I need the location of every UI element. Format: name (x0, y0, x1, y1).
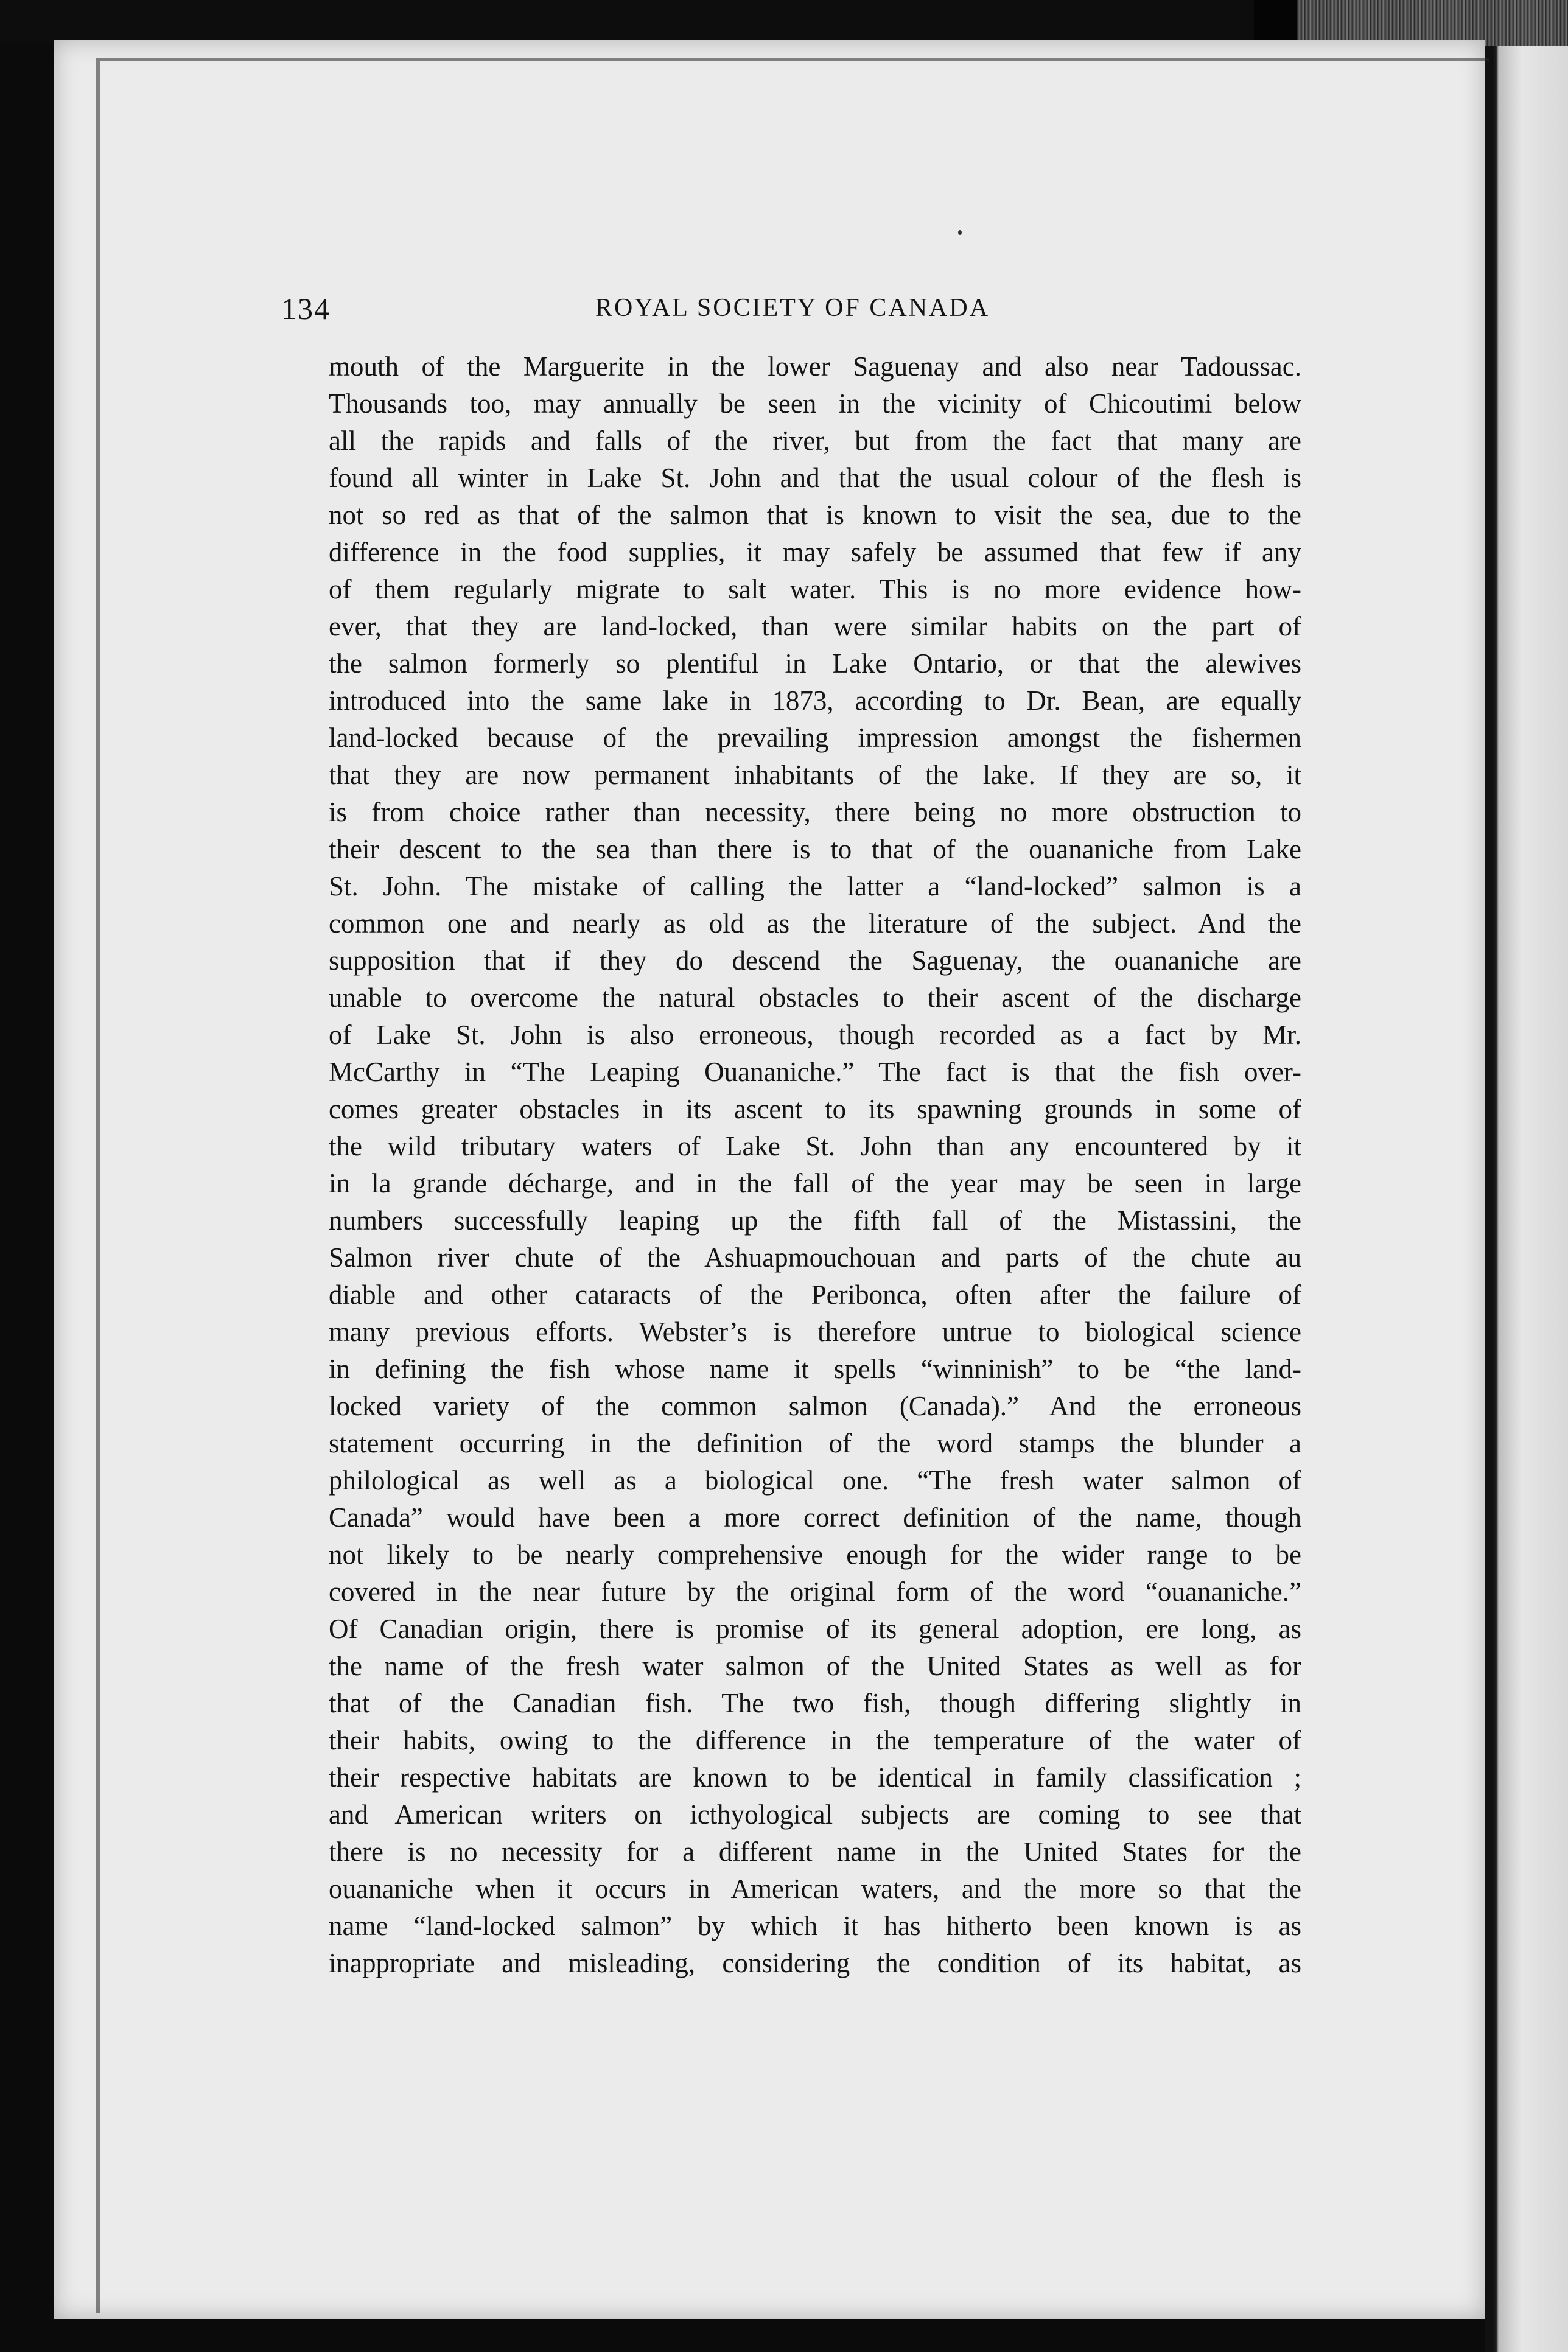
text-line: land-locked because of the prevailing impression amongst the fishermen (329, 723, 1301, 753)
text-line: difference in the food supplies, it may safely be assumed that few if any (329, 537, 1301, 567)
adjacent-page-edge (1485, 46, 1568, 2352)
text-line: their habits, owing to the difference in the temperature of the water of (329, 1725, 1301, 1755)
text-line: mouth of the Marguerite in the lower Saguenay and also near Tadoussac. (329, 351, 1301, 382)
page-number: 134 (281, 292, 331, 326)
text-line: there is no necessity for a different name in the United States for the (329, 1836, 1301, 1867)
text-line: ever, that they are land-locked, than were similar habits on the part of (329, 611, 1301, 642)
text-line: not likely to be nearly comprehensive enough for the wider range to be (329, 1539, 1301, 1570)
text-line: is from choice rather than necessity, there being no more obstruction to (329, 797, 1301, 827)
text-line: Canada” would have been a more correct definition of the name, though (329, 1502, 1301, 1533)
text-line: found all winter in Lake St. John and that the usual colour of the flesh is (329, 463, 1301, 493)
text-line: statement occurring in the definition of the word stamps the blunder a (329, 1428, 1301, 1458)
text-line: of them regularly migrate to salt water. This is no more evidence how- (329, 574, 1301, 604)
text-line: inappropriate and misleading, considering the condition of its habitat, as (329, 1948, 1301, 1978)
text-line: locked variety of the common salmon (Canada).” And the erroneous (329, 1391, 1301, 1421)
scan-texture-top-right (1254, 0, 1568, 46)
text-line: the wild tributary waters of Lake St. John than any encountered by it (329, 1131, 1301, 1161)
text-line: of Lake St. John is also erroneous, though recorded as a fact by Mr. (329, 1020, 1301, 1050)
text-line: common one and nearly as old as the literature of the subject. And the (329, 908, 1301, 939)
text-line: numbers successfully leaping up the fifth fall of the Mistassini, the (329, 1205, 1301, 1236)
text-line: all the rapids and falls of the river, but from the fact that many are (329, 425, 1301, 456)
running-head: ROYAL SOCIETY OF CANADA (595, 294, 990, 322)
text-line: their descent to the sea than there is to that of the ouananiche from Lake (329, 834, 1301, 864)
text-line: Thousands too, may annually be seen in the vicinity of Chicoutimi below (329, 388, 1301, 419)
text-line: diable and other cataracts of the Peribonca, often after the failure of (329, 1279, 1301, 1310)
text-line: Salmon river chute of the Ashuapmouchouan and parts of the chute au (329, 1242, 1301, 1273)
text-line: the salmon formerly so plentiful in Lake Ontario, or that the alewives (329, 648, 1301, 679)
body-text (329, 348, 1301, 1982)
text-line: in la grande décharge, and in the fall of the year may be seen in large (329, 1168, 1301, 1199)
text-line: many previous efforts. Webster’s is therefore untrue to biological science (329, 1317, 1301, 1347)
text-line: supposition that if they do descend the Saguenay, the ouananiche are (329, 945, 1301, 976)
scan-speck (958, 230, 962, 235)
text-line: in defining the fish whose name it spells “winninish” to be “the land- (329, 1354, 1301, 1384)
text-line: the name of the fresh water salmon of the United States as well as for (329, 1651, 1301, 1681)
text-line: introduced into the same lake in 1873, according to Dr. Bean, are equally (329, 685, 1301, 716)
text-line: covered in the near future by the original form of the word “ouananiche.” (329, 1577, 1301, 1607)
text-line: their respective habitats are known to be identical in family classification ; (329, 1762, 1301, 1793)
text-line: that they are now permanent inhabitants of the lake. If they are so, it (329, 760, 1301, 790)
text-line: philological as well as a biological one. “The fresh water salmon of (329, 1465, 1301, 1496)
text-line: St. John. The mistake of calling the latter a “land-locked” salmon is a (329, 871, 1301, 901)
text-line: ouananiche when it occurs in American waters, and the more so that the (329, 1874, 1301, 1904)
text-line: comes greater obstacles in its ascent to its spawning grounds in some of (329, 1094, 1301, 1124)
page-header (281, 291, 1304, 330)
text-line: that of the Canadian fish. The two fish, though differing slightly in (329, 1688, 1301, 1718)
text-line: not so red as that of the salmon that is known to visit the sea, due to the (329, 500, 1301, 530)
text-line: unable to overcome the natural obstacles to their ascent of the discharge (329, 982, 1301, 1013)
text-line: McCarthy in “The Leaping Ouananiche.” The fact is that the fish over- (329, 1057, 1301, 1087)
text-line: Of Canadian origin, there is promise of its general adoption, ere long, as (329, 1614, 1301, 1644)
text-line: and American writers on icthyological subjects are coming to see that (329, 1799, 1301, 1830)
text-line: name “land-locked salmon” by which it has hitherto been known is as (329, 1911, 1301, 1941)
